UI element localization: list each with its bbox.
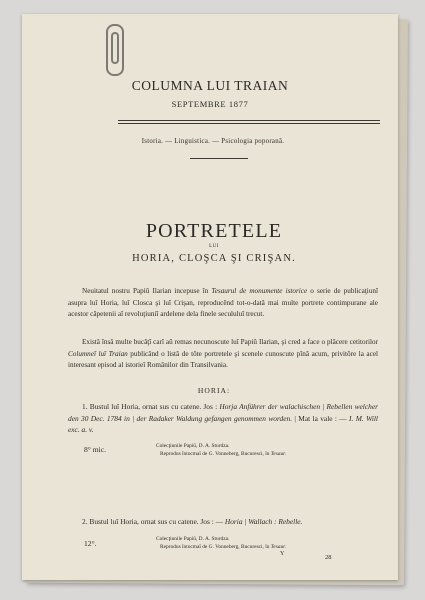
entry-size: 12°. [84,539,97,548]
entry-text: 2. Bustul luĭ Horia, ornat sus cu catene. Jos : — [82,517,225,526]
entry-size: 8° mic. [84,445,107,454]
page-number: 28 [325,554,332,561]
paragraph-text: o serie de publicaţiunĭ asupra luĭ Horia, luĭ Closca şi luĭ Crişan, reproducênd tot-o-dată mai multe portrete contimpurane ale acestor căpetenii aĭ revoluţiuniĭ ardelene dela finele secululuĭ trecut. [68,287,378,319]
article-title-connector: LUI [209,244,219,249]
entry-text: 1. Bustul luĭ Horia, ornat sus cu catene. Jos : [82,402,220,411]
credit-collection: Colecţiunile Papiŭ, D. A. Sturdza. [156,443,230,449]
paragraph-text: publicând o listă de tôte portretele şi scenele cunoscute pînă acum, privitôre la acel interesant episod al istorieĭ Românilor din Transilvania. [68,349,379,370]
paragraph-italic-title: Columneĭ luĭ Traian [68,349,128,358]
paperclip-icon [106,24,124,76]
paragraph-text: Există însă multe bucăţĭ carĭ aŭ remas necunoscute luĭ Papiŭ Ilarian, şi cred a face o plăcere cetitorilor [82,338,378,346]
signature-mark: Y [280,551,285,557]
paragraph-text: Neuitatul nostru Papiŭ Ilarian incepuse în [82,287,212,295]
second-paragraph [68,337,378,372]
section-divider [190,158,248,159]
credit-reproduction [156,450,386,458]
entry-credit [156,442,386,458]
credit-reproduction [156,543,386,551]
journal-subjects: Istoria. — Linguistica. — Psicologia poporană. [141,138,285,145]
paragraph-italic-title: Tesaurul de monumente istorice [211,287,308,295]
document-page [22,14,398,580]
entry-engraver: I. M. Will exc. a. v. [68,413,378,435]
article-subtitle: HORIA, CLOŞCA ŞI CRIŞAN. [132,253,296,264]
entry-inscription: Horja Anführer der walachischen | Rebellen welcher den 30 Dec. 1784 in | der Radaker Waldung gefangen genommen worden. [68,402,378,423]
list-heading: HORIA: [197,386,231,395]
entry-text: | Mat la vale : — [292,413,350,423]
credit-source: Tesaur. [270,544,287,550]
entry-credit [156,535,386,551]
credit-collection: Colecţiunile Papiŭ, D. A. Sturdza. [156,536,230,542]
header-double-rule [118,120,380,124]
credit-text: Reprodus întocmaĭ de G. Vonneberg, Bucuresci, în [160,451,271,457]
list-item [68,516,378,528]
entry-inscription: Horia | Wallach : Rebelle. [224,517,303,526]
list-item [68,401,378,436]
article-title: PORTRETELE [145,220,283,242]
credit-source: Tesaur. [270,451,287,457]
intro-paragraph [68,286,378,321]
issue-date: SEPTEMBRE 1877 [171,99,249,109]
journal-title: COLUMNA LUI TRAIAN [131,78,289,93]
credit-text: Reprodus întocmaĭ de G. Vonneberg, Bucuresci, în [160,544,271,550]
